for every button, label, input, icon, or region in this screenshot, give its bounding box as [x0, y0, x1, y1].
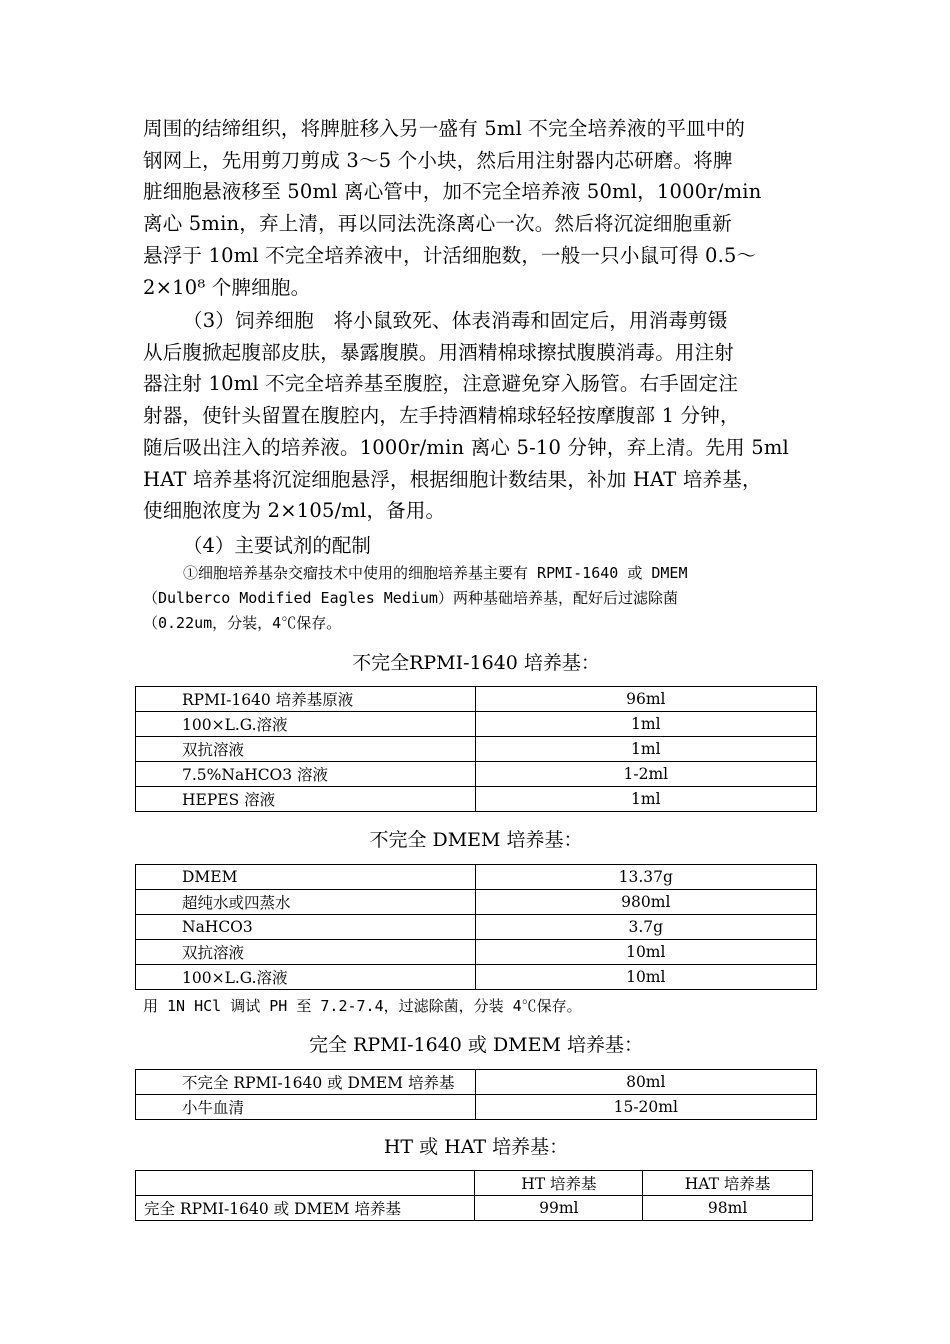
table-complete-medium [135, 1069, 817, 1120]
section-heading: （4）主要试剂的配制 [183, 534, 371, 557]
table-cell: 80ml [475, 1070, 816, 1095]
table-cell: 96ml [475, 687, 816, 712]
table-caption: 不完全RPMI-1640 培养基： [352, 652, 600, 674]
table-caption: HT 或 HAT 培养基： [383, 1136, 569, 1158]
table-cell: 100×L.G.溶液 [136, 965, 476, 990]
table-cell: NaHCO3 [136, 915, 476, 940]
table-cell: 双抗溶液 [136, 940, 476, 965]
table-cell: 10ml [475, 940, 816, 965]
text-line: ①细胞培养基杂交瘤技术中使用的细胞培养基主要有 RPMI-1640 或 DMEM [183, 564, 688, 582]
table-header-row [136, 1171, 813, 1196]
table-cell: 双抗溶液 [136, 737, 476, 762]
table-incomplete-dmem [135, 864, 817, 990]
table-cell: 1ml [475, 737, 816, 762]
text-line: 周围的结缔组织，将脾脏移入另一盛有 5ml 不完全培养液的平皿中的 [143, 117, 746, 140]
table-cell: 1ml [475, 787, 816, 812]
body-paragraph-spleen [143, 113, 809, 303]
text-line: 随后吸出注入的培养液。1000r/min 离心 5-10 分钟，弃上清。先用 5ml [143, 435, 789, 459]
table-cell: HEPES 溶液 [136, 787, 476, 812]
table-row [136, 687, 817, 712]
table-header-cell: HT 培养基 [475, 1171, 643, 1196]
table-caption: 完全 RPMI-1640 或 DMEM 培养基： [309, 1034, 643, 1056]
reagent-description [143, 561, 813, 636]
text-line: 使细胞浓度为 2×105/ml，备用。 [143, 499, 446, 523]
table-note: 用 1N HCl 调试 PH 至 7.2-7.4，过滤除菌，分装 4℃保存。 [143, 997, 582, 1015]
table-row [136, 787, 817, 812]
text-line: 钢网上，先用剪刀剪成 3～5 个小块，然后用注射器内芯研磨。将脾 [143, 148, 733, 172]
text-line: 器注射 10ml 不完全培养基至腹腔，注意避免穿入肠管。右手固定注 [143, 372, 739, 396]
table-incomplete-rpmi [135, 686, 817, 812]
text-line: （Dulberco Modified Eagles Medium）两种基础培养基，配好后过滤除菌 [143, 589, 678, 607]
table-cell: 完全 RPMI-1640 或 DMEM 培养基 [136, 1196, 475, 1221]
table-row [136, 865, 817, 890]
table-cell: 小牛血清 [136, 1095, 476, 1120]
text-line: 射器，使针头留置在腹腔内，左手持酒精棉球轻轻按摩腹部 1 分钟， [143, 404, 740, 428]
body-paragraph-feeder-cells [143, 305, 809, 527]
table-caption: 不完全 DMEM 培养基： [369, 829, 583, 851]
table-cell: DMEM [136, 865, 476, 890]
table-cell: 10ml [475, 965, 816, 990]
text-line: 脏细胞悬液移至 50ml 离心管中，加不完全培养液 50ml，1000r/min [143, 180, 762, 204]
table-cell: 98ml [643, 1196, 813, 1221]
table-row [136, 940, 817, 965]
table-row [136, 1095, 817, 1120]
text-line: 从后腹掀起腹部皮肤，暴露腹膜。用酒精棉球擦拭腹膜消毒。用注射 [143, 340, 735, 364]
table-header-cell: HAT 培养基 [643, 1171, 813, 1196]
table-cell: 1ml [475, 712, 816, 737]
table-cell: 超纯水或四蒸水 [136, 890, 476, 915]
table-cell: 不完全 RPMI-1640 或 DMEM 培养基 [136, 1070, 476, 1095]
table-cell: 1-2ml [475, 762, 816, 787]
table-row [136, 965, 817, 990]
table-cell: 15-20ml [475, 1095, 816, 1120]
text-line: 离心 5min，弃上清，再以同法洗涤离心一次。然后将沉淀细胞重新 [143, 212, 732, 236]
table-row [136, 1070, 817, 1095]
table-cell [136, 1171, 475, 1196]
table-row [136, 1196, 813, 1221]
text-line: （3）饲养细胞 将小鼠致死、体表消毒和固定后，用消毒剪镊 [183, 309, 728, 332]
table-cell: RPMI-1640 培养基原液 [136, 687, 476, 712]
table-cell: 3.7g [475, 915, 816, 940]
table-row [136, 762, 817, 787]
table-row [136, 712, 817, 737]
text-line: 2×10⁸ 个脾细胞。 [143, 275, 311, 299]
text-line: （0.22um，分装，4℃保存。 [143, 614, 342, 632]
table-row [136, 737, 817, 762]
table-ht-hat-medium [135, 1170, 813, 1221]
text-line: 悬浮于 10ml 不完全培养液中，计活细胞数，一般一只小鼠可得 0.5～ [143, 243, 757, 267]
table-cell: 99ml [475, 1196, 643, 1221]
table-cell: 980ml [475, 890, 816, 915]
table-row [136, 915, 817, 940]
text-line: HAT 培养基将沉淀细胞悬浮，根据细胞计数结果，补加 HAT 培养基， [143, 467, 762, 491]
table-cell: 13.37g [475, 865, 816, 890]
table-cell: 7.5%NaHCO3 溶液 [136, 762, 476, 787]
table-cell: 100×L.G.溶液 [136, 712, 476, 737]
table-row [136, 890, 817, 915]
